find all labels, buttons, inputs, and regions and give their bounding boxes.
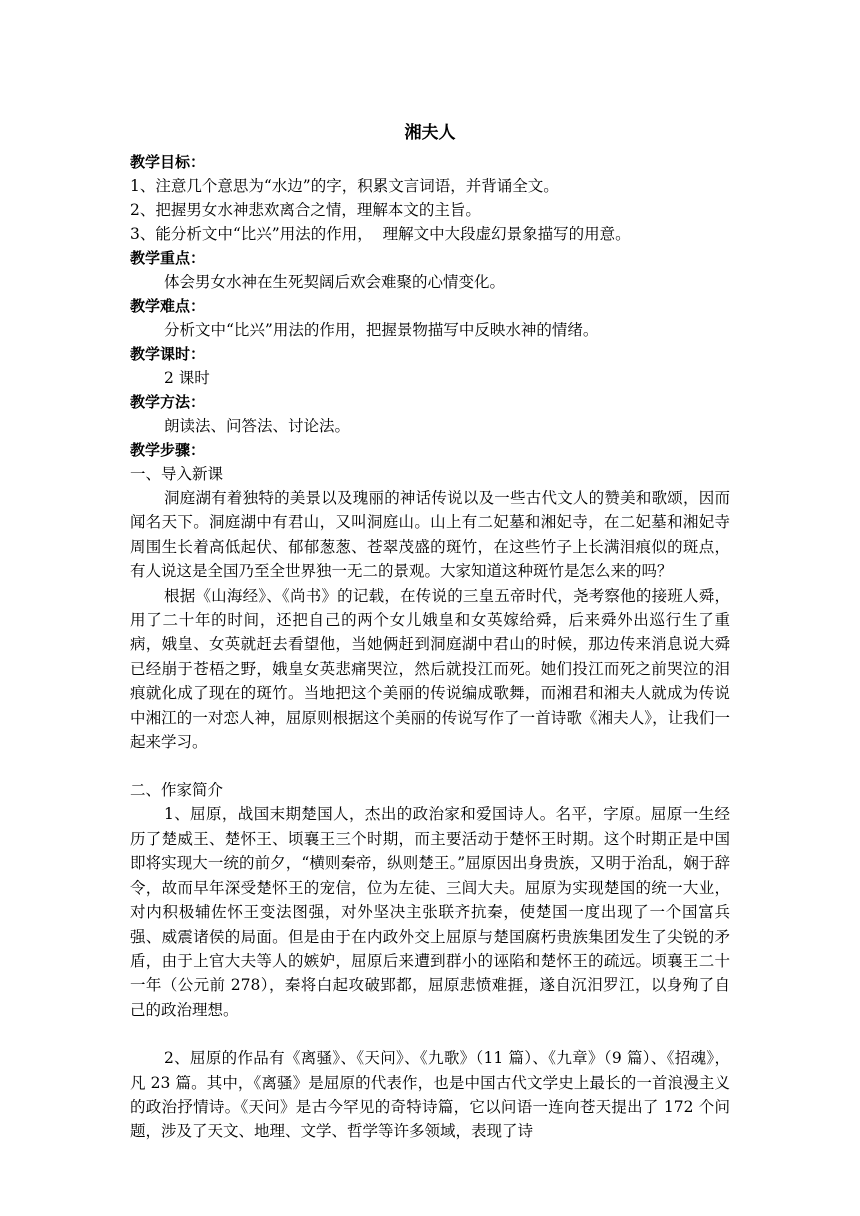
objectives-heading: 教学目标： <box>130 153 206 171</box>
paragraph: 洞庭湖有着独特的美景以及瑰丽的神话传说以及一些古代文人的赞美和歌颂，因而闻名天下。洞庭湖中有君山，又叫洞庭山。山上有二妃墓和湘妃寺，在二妃墓和湘妃寺周围生长着高低起伏、郁郁葱葱、苍翠茂盛的斑竹，在这些竹子上长满泪痕似的斑点，有人说这是全国乃至全世界独一无二的景观。大家知道这种斑竹是怎么来的吗？ <box>130 489 730 581</box>
objective-item: 1、注意几个意思为“水边”的字，积累文言词语，并背诵全文。 <box>130 177 559 195</box>
steps-heading: 教学步骤： <box>130 441 206 459</box>
key-points-text: 体会男女水神在生死契阔后欢会难聚的心情变化。 <box>164 273 506 291</box>
blank-line <box>130 1022 730 1046</box>
paragraph: 2、屈原的作品有《离骚》、《天问》、《九歌》（11 篇）、《九章》（9 篇）、《招魂》，凡 23 篇。其中，《离骚》是屈原的代表作，也是中国古代文学史上最长的一首浪漫主义的政治抒情诗。《天问》是古今罕见的奇特诗篇，它以问语一连向苍天提出了 172 个问题，涉及了天文、地理、文学、哲学等许多领域，表现了诗 <box>130 1049 730 1141</box>
objective-item: 3、能分析文中“比兴”用法的作用， 理解文中大段虚幻景象描写的用意。 <box>130 225 631 243</box>
document-body <box>130 118 730 1144</box>
hours-text: 2 课时 <box>164 369 210 387</box>
difficulties-text: 分析文中“比兴”用法的作用，把握景物描写中反映水神的情绪。 <box>164 321 599 339</box>
objective-item: 2、把握男女水神悲欢离合之情，理解本文的主旨。 <box>130 201 481 219</box>
difficulties-heading: 教学难点： <box>130 297 206 315</box>
paragraph: 根据《山海经》、《尚书》的记载，在传说的三皇五帝时代，尧考察他的接班人舜，用了二十年的时间，还把自己的两个女儿娥皇和女英嫁给舜，后来舜外出巡行生了重病，娥皇、女英就赶去看望他，当她俩赶到洞庭湖中君山的时候，那边传来消息说大舜已经崩于苍梧之野，娥皇女英悲痛哭泣，然后就投江而死。她们投江而死之前哭泣的泪痕就化成了现在的斑竹。当地把这个美丽的传说编成歌舞，而湘君和湘夫人就成为传说中湘江的一对恋人神，屈原则根据这个美丽的传说写作了一首诗歌《湘夫人》，让我们一起来学习。 <box>130 586 730 752</box>
paragraph: 1、屈原，战国末期楚国人，杰出的政治家和爱国诗人。名平，字原。屈原一生经历了楚威王、楚怀王、顷襄王三个时期，而主要活动于楚怀王时期。这个时期正是中国即将实现大一统的前夕，“横则秦帝，纵则楚王。”屈原因出身贵族，又明于治乱，娴于辞令，故而早年深受楚怀王的宠信，位为左徒、三闾大夫。屈原为实现楚国的统一大业，对内积极辅佐怀王变法图强，对外坚决主张联齐抗秦，使楚国一度出现了一个国富兵强、威震诸侯的局面。但是由于在内政外交上屈原与楚国腐朽贵族集团发生了尖锐的矛盾，由于上官大夫等人的嫉妒，屈原后来遭到群小的诬陷和楚怀王的疏远。顷襄王二十一年（公元前 278），秦将白起攻破郢都，屈原悲愤难捱，遂自沉汨罗江，以身殉了自己的政治理想。 <box>130 805 730 1019</box>
section-heading: 一、导入新课 <box>130 465 224 483</box>
section-heading: 二、作家简介 <box>130 781 224 800</box>
blank-line <box>130 754 730 778</box>
methods-text: 朗读法、问答法、讨论法。 <box>164 417 351 435</box>
key-points-heading: 教学重点： <box>130 249 206 267</box>
document-title: 湘夫人 <box>404 123 456 143</box>
hours-heading: 教学课时： <box>130 345 206 363</box>
methods-heading: 教学方法： <box>130 393 206 411</box>
